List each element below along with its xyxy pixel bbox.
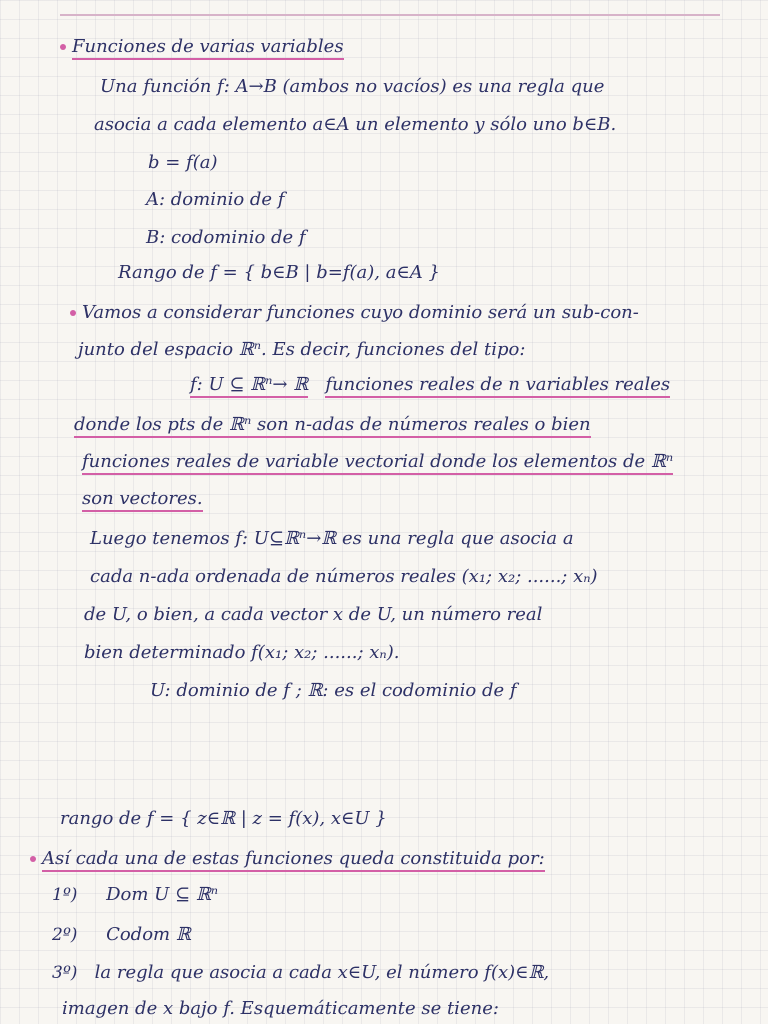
- text-line-14: Luego tenemos f: U⊆ℝⁿ→ℝ es una regla que asocia a: [90, 528, 574, 549]
- text-line-4: b = f(a): [148, 152, 218, 173]
- text-line-10: [190, 374, 670, 396]
- text-line-12: [82, 451, 673, 473]
- list-item-1: [52, 884, 218, 906]
- text-line-2: Una función f: A→B (ambos no vacíos) es una regla que: [100, 76, 605, 97]
- text-line-24: imagen de x bajo f. Esquemáticamente se tiene:: [62, 998, 499, 1019]
- bullet-dot: [70, 310, 76, 316]
- list-number: 1º): [52, 885, 78, 905]
- text-line-12-text: funciones reales de variable vectorial donde los elementos de ℝⁿ: [82, 451, 673, 475]
- list-text: Codom ℝ: [106, 924, 191, 945]
- bullet-dot: [30, 856, 36, 862]
- text-line-15: cada n-ada ordenada de números reales (x₁; x₂; ......; xₙ): [90, 566, 598, 587]
- text-line-7: Rango de f = { b∈B | b=f(a), a∈A }: [118, 262, 440, 283]
- text-line-6: B: codominio de f: [146, 227, 306, 248]
- text-line-9: junto del espacio ℝⁿ. Es decir, funciones del tipo:: [78, 339, 526, 360]
- function-description: funciones reales de n variables reales: [325, 374, 670, 398]
- text-line-11: [74, 414, 591, 436]
- text-line-17: bien determinado f(x₁; x₂; ......; xₙ).: [84, 642, 400, 663]
- text-line-11-text: donde los pts de ℝⁿ son n-adas de números reales o bien: [74, 414, 591, 438]
- list-text: la regla que asocia a cada x∈U, el número f(x)∈ℝ,: [94, 962, 550, 983]
- text-line-13: [82, 488, 203, 510]
- text-line-20: [30, 848, 545, 870]
- function-notation: f: U ⊆ ℝⁿ→ ℝ: [190, 374, 308, 398]
- text-line-20-text: Así cada una de estas funciones queda constituida por:: [42, 848, 545, 872]
- heading-text: Funciones de varias variables: [72, 36, 344, 60]
- heading-line: [60, 36, 344, 58]
- list-number: 2º): [52, 925, 78, 945]
- text-line-5: A: dominio de f: [146, 189, 285, 210]
- text-line-19: rango de f = { z∈ℝ | z = f(x), x∈U }: [60, 808, 387, 829]
- top-margin-line: [60, 14, 720, 16]
- text-line-8-text: Vamos a considerar funciones cuyo dominio será un sub-con-: [82, 302, 639, 323]
- text-line-18: U: dominio de f ; ℝ: es el codominio de f: [150, 680, 517, 701]
- list-text: Dom U ⊆ ℝⁿ: [106, 884, 219, 905]
- list-item-2: [52, 924, 191, 946]
- list-number: 3º): [52, 963, 78, 983]
- text-line-3: asocia a cada elemento a∈A un elemento y sólo uno b∈B.: [94, 114, 617, 135]
- list-item-3: [52, 962, 549, 984]
- text-line-16: de U, o bien, a cada vector x de U, un número real: [84, 604, 543, 625]
- text-line-13-text: son vectores.: [82, 488, 203, 512]
- text-line-8: [70, 302, 639, 324]
- bullet-dot: [60, 44, 66, 50]
